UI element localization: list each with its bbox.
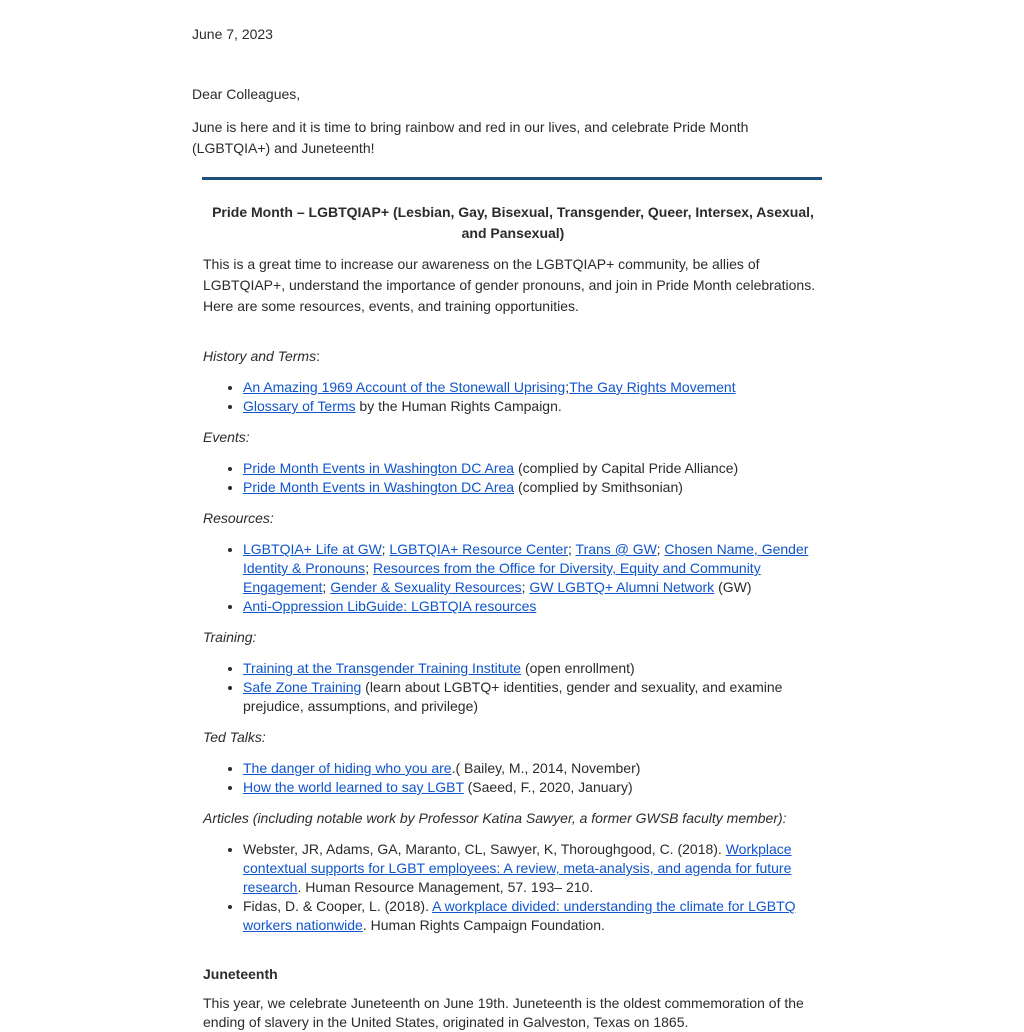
libguide-link[interactable]: Anti-Oppression LibGuide: LGBTQIA resources bbox=[243, 598, 537, 614]
alumni-network-link[interactable]: GW LGBTQ+ Alumni Network bbox=[529, 579, 715, 595]
trans-gw-link[interactable]: Trans @ GW bbox=[575, 541, 657, 557]
list-item bbox=[243, 597, 823, 616]
training-note-1: (open enrollment) bbox=[521, 660, 635, 676]
events-note-1: (complied by Capital Pride Alliance) bbox=[514, 460, 739, 476]
transgender-training-link[interactable]: Training at the Transgender Training Institute bbox=[243, 660, 522, 676]
article-2-source: . Human Rights Campaign Foundation. bbox=[362, 917, 605, 933]
ted-heading: Ted Talks: bbox=[203, 729, 266, 745]
article-2-authors: Fidas, D. & Cooper, L. (2018). bbox=[243, 898, 433, 914]
articles-heading: Articles (including notable work by Professor Katina Sawyer, a former GWSB faculty member): bbox=[203, 810, 787, 826]
history-heading bbox=[203, 347, 823, 366]
history-list bbox=[203, 378, 823, 416]
gw-note: (GW) bbox=[714, 579, 752, 595]
ted-note-2: (Saeed, F., 2020, January) bbox=[463, 779, 633, 795]
article-1-authors: Webster, JR, Adams, GA, Maranto, CL, Sawyer, K, Thoroughgood, C. (2018). bbox=[243, 841, 726, 857]
articles-list bbox=[203, 840, 823, 935]
list-item bbox=[243, 659, 823, 678]
separator: ; bbox=[322, 579, 331, 595]
training-heading: Training: bbox=[203, 629, 257, 645]
separator: ; bbox=[521, 579, 530, 595]
separator: ; bbox=[656, 541, 665, 557]
training-note-2: (learn about LGBTQ+ identities, gender and sexuality, and examine prejudice, assumptions, and privilege) bbox=[243, 679, 783, 714]
resources-heading: Resources: bbox=[203, 510, 274, 526]
workplace-supports-link[interactable]: Workplace contextual supports for LGBT employees: A review, meta-analysis, and agenda for future research bbox=[243, 841, 792, 895]
list-item bbox=[243, 678, 823, 716]
intro-paragraph: June is here and it is time to bring rainbow and red in our lives, and celebrate Pride Month (LGBTQIA+) and Juneteenth! bbox=[192, 119, 749, 156]
diversity-office-link[interactable]: Resources from the Office for Diversity, Equity and Community Engagement bbox=[243, 560, 761, 595]
article-1-source: . Human Resource Management, 57. 193– 210. bbox=[297, 879, 594, 895]
events-heading: Events: bbox=[203, 429, 250, 445]
gay-rights-link[interactable]: The Gay Rights Movement bbox=[569, 379, 736, 395]
separator: ; bbox=[381, 541, 390, 557]
history-colon: : bbox=[316, 348, 320, 364]
ted-list bbox=[203, 759, 823, 797]
capital-pride-events-link[interactable]: Pride Month Events in Washington DC Area bbox=[243, 460, 515, 476]
pride-heading: Pride Month – LGBTQIAP+ (Lesbian, Gay, Bisexual, Transgender, Queer, Intersex, Asexual, and Pansexual) bbox=[212, 204, 814, 241]
resources-list bbox=[203, 540, 823, 616]
list-item bbox=[243, 459, 823, 478]
stonewall-link[interactable]: An Amazing 1969 Account of the Stonewall Uprising bbox=[243, 379, 566, 395]
juneteenth-heading: Juneteenth bbox=[203, 966, 278, 982]
events-note-2: (complied by Smithsonian) bbox=[514, 479, 683, 495]
resource-center-link[interactable]: LGBTQIA+ Resource Center bbox=[389, 541, 568, 557]
separator: ; bbox=[565, 379, 570, 395]
greeting: Dear Colleagues, bbox=[192, 86, 301, 102]
safe-zone-link[interactable]: Safe Zone Training bbox=[243, 679, 362, 695]
chosen-name-link[interactable]: Chosen Name, Gender Identity & Pronouns bbox=[243, 541, 809, 576]
section-divider bbox=[202, 177, 822, 180]
list-item bbox=[243, 897, 823, 935]
list-item bbox=[243, 840, 823, 897]
letter-date: June 7, 2023 bbox=[192, 26, 273, 42]
events-list bbox=[203, 459, 823, 497]
training-list bbox=[203, 659, 823, 716]
separator: ; bbox=[365, 560, 373, 576]
lgbtqia-life-link[interactable]: LGBTQIA+ Life at GW bbox=[243, 541, 382, 557]
history-label: History and Terms bbox=[203, 348, 317, 364]
list-item bbox=[243, 540, 823, 597]
glossary-note: by the Human Rights Campaign. bbox=[355, 398, 562, 414]
lgbt-talk-link[interactable]: How the world learned to say LGBT bbox=[243, 779, 464, 795]
hiding-talk-link[interactable]: The danger of hiding who you are bbox=[243, 760, 452, 776]
separator: ; bbox=[568, 541, 576, 557]
juneteenth-paragraph: This year, we celebrate Juneteenth on June 19th. Juneteenth is the oldest commemoration of the ending of slavery in the United States, originated in Galveston, Texas on 1865. bbox=[203, 995, 804, 1030]
workplace-divided-link[interactable]: A workplace divided: understanding the climate for LGBTQ workers nationwide bbox=[243, 898, 796, 933]
list-item bbox=[243, 759, 823, 778]
smithsonian-events-link[interactable]: Pride Month Events in Washington DC Area bbox=[243, 479, 515, 495]
list-item bbox=[243, 378, 823, 397]
glossary-link[interactable]: Glossary of Terms bbox=[243, 398, 356, 414]
pride-paragraph: This is a great time to increase our awareness on the LGBTQIAP+ community, be allies of LGBTQIAP+, understand the importance of gender pronouns, and join in Pride Month celebrations. Here are some resources, events, and training opportunities. bbox=[203, 256, 816, 314]
list-item bbox=[243, 478, 823, 497]
ted-note-1: .( Bailey, M., 2014, November) bbox=[451, 760, 641, 776]
list-item bbox=[243, 397, 823, 416]
pride-section bbox=[203, 202, 823, 1032]
gender-sexuality-link[interactable]: Gender & Sexuality Resources bbox=[330, 579, 522, 595]
list-item bbox=[243, 778, 823, 797]
